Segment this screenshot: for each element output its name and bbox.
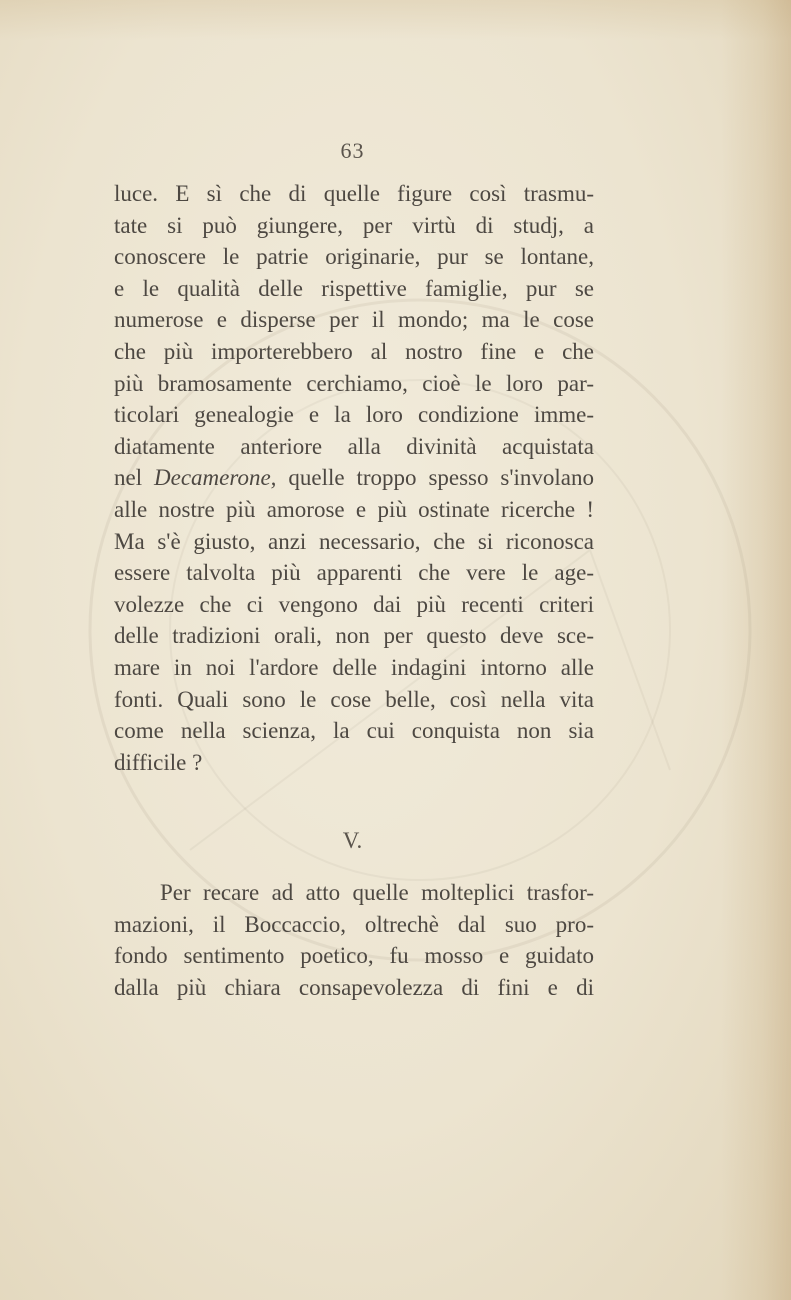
text-line: mare in noi l'ardore delle indagini intorno alle (114, 654, 594, 680)
page-number: 63 (340, 138, 365, 163)
text-line: e le qualità delle rispettive famiglie, pur se (114, 275, 594, 301)
text-line: tate si può giungere, per virtù di studj, a (114, 212, 594, 238)
text-line: conoscere le patrie originarie, pur se lontane, (114, 244, 594, 270)
text-line: essere talvolta più apparenti che vere le age- (114, 560, 594, 586)
text-line: dalla più chiara consapevolezza di fini e di (114, 974, 594, 1000)
text-line: che più importerebbero al nostro fine e che (114, 338, 594, 364)
text-line: difficile ? (114, 749, 203, 775)
page-top-shading (0, 0, 791, 40)
text-line: volezze che ci vengono dai più recenti criteri (114, 591, 594, 617)
text-line: Per recare ad atto quelle molteplici trasfor- (160, 880, 594, 905)
paragraph-1 (114, 178, 594, 778)
text-line: Ma s'è giusto, anzi necessario, che si riconosca (114, 528, 594, 554)
text-line: ticolari genealogie e la loro condizione imme- (114, 402, 594, 428)
text-segment: quelle troppo spesso s'involano (276, 465, 595, 491)
text-line: mazioni, il Boccaccio, oltrechè dal suo pro- (114, 911, 594, 937)
text-line: alle nostre più amorose e più ostinate ricerche ! (114, 496, 594, 522)
text-line: numerose e disperse per il mondo; ma le cose (114, 307, 594, 333)
text-line: diatamente anteriore alla divinità acquistata (114, 433, 594, 459)
paragraph-2 (114, 877, 594, 1003)
text-line: fonti. Quali sono le cose belle, così nella vita (114, 686, 594, 712)
book-title: Decamerone, (154, 465, 277, 491)
text-line: come nella scienza, la cui conquista non sia (114, 718, 594, 744)
text-segment: nel (114, 465, 155, 491)
text-line: più bramosamente cerchiamo, cioè le loro par- (114, 370, 594, 396)
text-line-with-title (114, 462, 594, 494)
section-heading: V. (342, 828, 363, 853)
text-line: fondo sentimento poetico, fu mosso e guidato (114, 943, 594, 969)
text-line: delle tradizioni orali, non per questo deve sce- (114, 623, 594, 649)
text-line: luce. E sì che di quelle figure così trasmu- (114, 181, 594, 206)
